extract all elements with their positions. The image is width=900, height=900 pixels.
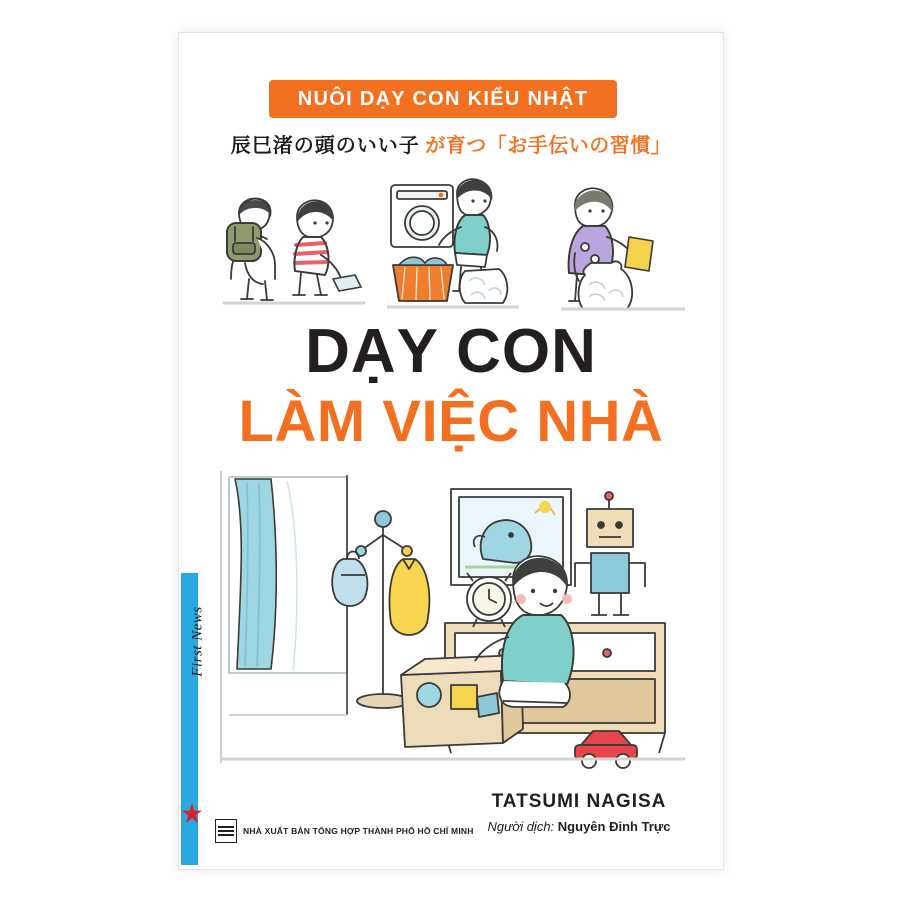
book-spine — [179, 33, 206, 869]
author-name: TATSUMI NAGISA — [491, 791, 667, 812]
series-banner-label: NUÔI DẠY CON KIỂU NHẬT — [297, 87, 589, 110]
bedroom-scene-illustration — [215, 463, 695, 793]
child-holding-trash-bag-illustration — [545, 179, 705, 319]
book-cover — [178, 32, 724, 870]
child-wiping-floor-illustration — [205, 183, 375, 313]
series-banner — [269, 80, 617, 118]
publisher-name: NHÀ XUẤT BẢN TỔNG HỢP THÀNH PHỐ HỒ CHÍ MINH — [243, 826, 474, 836]
publisher-block — [215, 819, 474, 843]
translator-line — [459, 819, 699, 834]
japanese-subtitle-black: 辰巳渚の頭のいい子 — [230, 135, 420, 157]
title-line-2: LÀM VIỆC NHÀ — [238, 389, 664, 454]
chores-illustration-row — [199, 173, 703, 323]
translator-name: Nguyên Đinh Trực — [557, 819, 671, 834]
translator-prefix: Người dịch: — [487, 819, 555, 834]
japanese-subtitle — [199, 129, 703, 158]
spine-brand-label: First News — [189, 606, 206, 677]
title-line-1: DẠY CON — [305, 317, 597, 386]
japanese-subtitle-orange: が育つ「お手伝いの習慣」 — [425, 135, 672, 157]
author-block — [459, 791, 699, 834]
child-doing-laundry-illustration — [369, 175, 544, 320]
publisher-logo-icon — [215, 819, 237, 843]
